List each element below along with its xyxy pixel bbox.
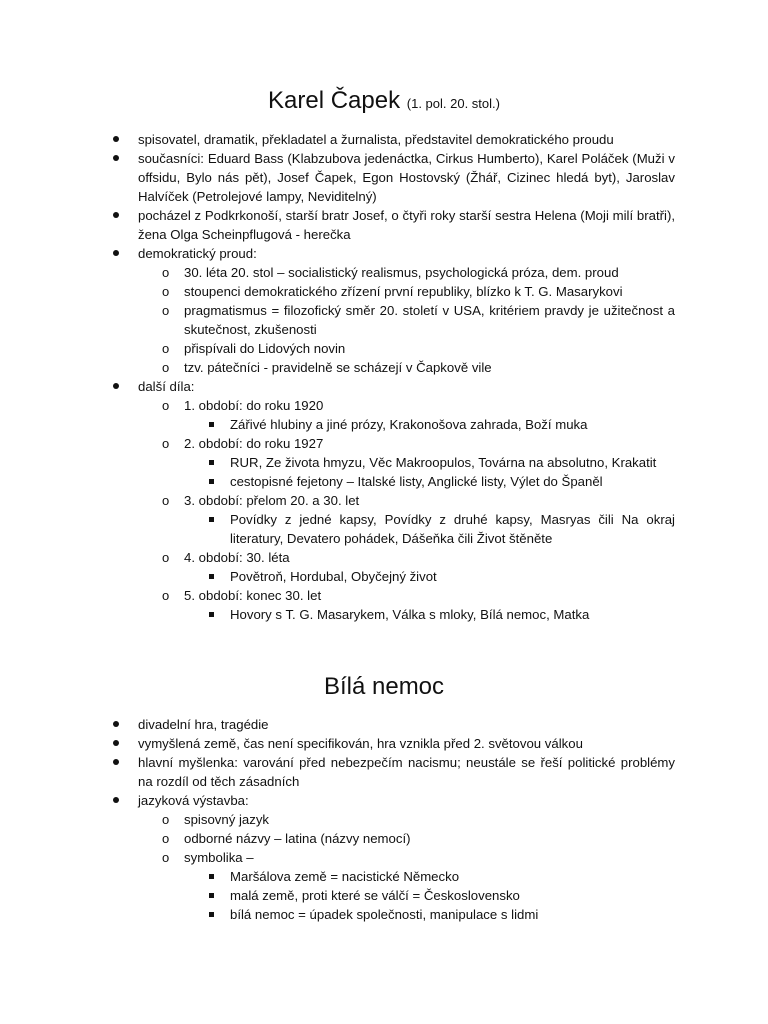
bullet-text: pocházel z Podkrkonoší, starší bratr Josef, o čtyři roky starší sestra Helena (Moji milí bratři), žena Olga Scheinpflugová - herečka: [138, 208, 675, 242]
bullet-text: bílá nemoc = úpadek společnosti, manipulace s lidmi: [230, 907, 539, 922]
nested-list: [230, 453, 675, 491]
bullet-text: Povětroň, Hordubal, Obyčejný život: [230, 569, 437, 584]
bullet-text: jazyková výstavba:: [138, 793, 249, 808]
sub-bullet-item: [184, 586, 675, 624]
nested-list: [230, 605, 675, 624]
bullet-text: Maršálova země = nacistické Německo: [230, 869, 460, 884]
sub-bullet-item: [184, 434, 675, 491]
bullet-text: demokratický proud:: [138, 246, 257, 261]
nested-list: [230, 415, 675, 434]
title-main: Karel Čapek: [268, 87, 401, 114]
nested-list: [184, 810, 675, 924]
bullet-item: [0, 206, 675, 244]
sub-sub-bullet-item: [230, 510, 675, 548]
section-title: [0, 672, 768, 702]
sub-sub-bullet-item: [230, 605, 675, 624]
bullet-item: [0, 130, 675, 149]
bullet-item: [0, 149, 675, 206]
bullet-text: RUR, Ze života hmyzu, Věc Makroopulos, Továrna na absolutno, Krakatit: [230, 455, 657, 470]
sub-sub-bullet-item: [230, 867, 675, 886]
sub-sub-bullet-item: [230, 567, 675, 586]
bullet-text: Zářivé hlubiny a jiné prózy, Krakonošova zahrada, Boží muka: [230, 417, 588, 432]
bullet-list: [0, 715, 768, 924]
sub-bullet-item: [184, 358, 675, 377]
section-karel-capek: [0, 130, 768, 624]
bullet-text: o odborné názvy – latina (názvy nemocí): [184, 831, 411, 846]
sub-sub-bullet-item: [230, 415, 675, 434]
sub-bullet-item: [184, 548, 675, 586]
bullet-text: spisovatel, dramatik, překladatel a žurnalista, představitel demokratického proudu: [138, 132, 614, 147]
sub-bullet-item: [184, 848, 675, 924]
bullet-text: malá země, proti které se válčí = Československo: [230, 888, 520, 903]
bullet-text: o symbolika –: [184, 850, 254, 865]
bullet-text: Povídky z jedné kapsy, Povídky z druhé kapsy, Masryas čili Na okraj literatury, Devatero pohádek, Dášeňka čili Život štěněte: [230, 512, 675, 546]
bullet-item: [0, 244, 675, 377]
bullet-text: o 2. období: do roku 1927: [184, 436, 324, 451]
nested-list: [230, 567, 675, 586]
sub-sub-bullet-item: [230, 472, 675, 491]
sub-bullet-item: [184, 829, 675, 848]
sub-bullet-item: [184, 301, 675, 339]
bullet-list: [0, 130, 768, 624]
nested-list: [184, 396, 675, 624]
bullet-text: o spisovný jazyk: [184, 812, 270, 827]
sub-bullet-item: [184, 396, 675, 434]
bullet-text: o 5. období: konec 30. let: [184, 588, 322, 603]
bullet-item: [0, 715, 675, 734]
bullet-text: současníci: Eduard Bass (Klabzubova jedenáctka, Cirkus Humberto), Karel Poláček (Muži v offsidu, Bylo nás pět), Josef Čapek, Egon Hostovský (Žhář, Cizinec hledá byt), Jaroslav Halvíček (Petrolejové lampy, Neviditelný): [138, 151, 675, 204]
bullet-text: o 30. léta 20. stol – socialistický realismus, psychologická próza, dem. proud: [184, 265, 619, 280]
sub-bullet-item: [184, 339, 675, 358]
bullet-text: o pragmatismus = filozofický směr 20. století v USA, kritériem pravdy je užitečnost a skutečnost, zkušenosti: [184, 303, 675, 337]
bullet-text: Hovory s T. G. Masarykem, Válka s mloky, Bílá nemoc, Matka: [230, 607, 590, 622]
sub-bullet-item: [184, 810, 675, 829]
nested-list: [230, 867, 675, 924]
sub-bullet-item: [184, 282, 675, 301]
bullet-item: [0, 734, 675, 753]
bullet-text: divadelní hra, tragédie: [138, 717, 269, 732]
section-bila-nemoc: [0, 715, 768, 924]
page-title: [0, 86, 768, 119]
title-subtitle: (1. pol. 20. stol.): [406, 96, 500, 111]
nested-list: [184, 263, 675, 377]
bullet-text: vymyšlená země, čas není specifikován, hra vznikla před 2. světovou válkou: [138, 736, 583, 751]
sub-sub-bullet-item: [230, 905, 675, 924]
sub-bullet-item: [184, 491, 675, 548]
sub-sub-bullet-item: [230, 453, 675, 472]
bullet-item: [0, 753, 675, 791]
bullet-item: [0, 791, 675, 924]
bullet-text: cestopisné fejetony – Italské listy, Anglické listy, Výlet do Španěl: [230, 474, 603, 489]
sub-bullet-item: [184, 263, 675, 282]
bullet-text: o 3. období: přelom 20. a 30. let: [184, 493, 360, 508]
title-bila-nemoc: Bílá nemoc: [323, 673, 445, 700]
bullet-text: o přispívali do Lidových novin: [184, 341, 346, 356]
bullet-text: o tzv. pátečníci - pravidelně se scházejí v Čapkově vile: [184, 360, 492, 375]
bullet-text: o 4. období: 30. léta: [184, 550, 290, 565]
bullet-text: další díla:: [138, 379, 195, 394]
sub-sub-bullet-item: [230, 886, 675, 905]
bullet-text: o stoupenci demokratického zřízení první republiky, blízko k T. G. Masarykovi: [184, 284, 623, 299]
bullet-text: o 1. období: do roku 1920: [184, 398, 324, 413]
bullet-text: hlavní myšlenka: varování před nebezpečím nacismu; neustále se řeší politické problémy na rozdíl od těch zásadních: [138, 755, 675, 789]
nested-list: [230, 510, 675, 548]
bullet-item: [0, 377, 675, 624]
